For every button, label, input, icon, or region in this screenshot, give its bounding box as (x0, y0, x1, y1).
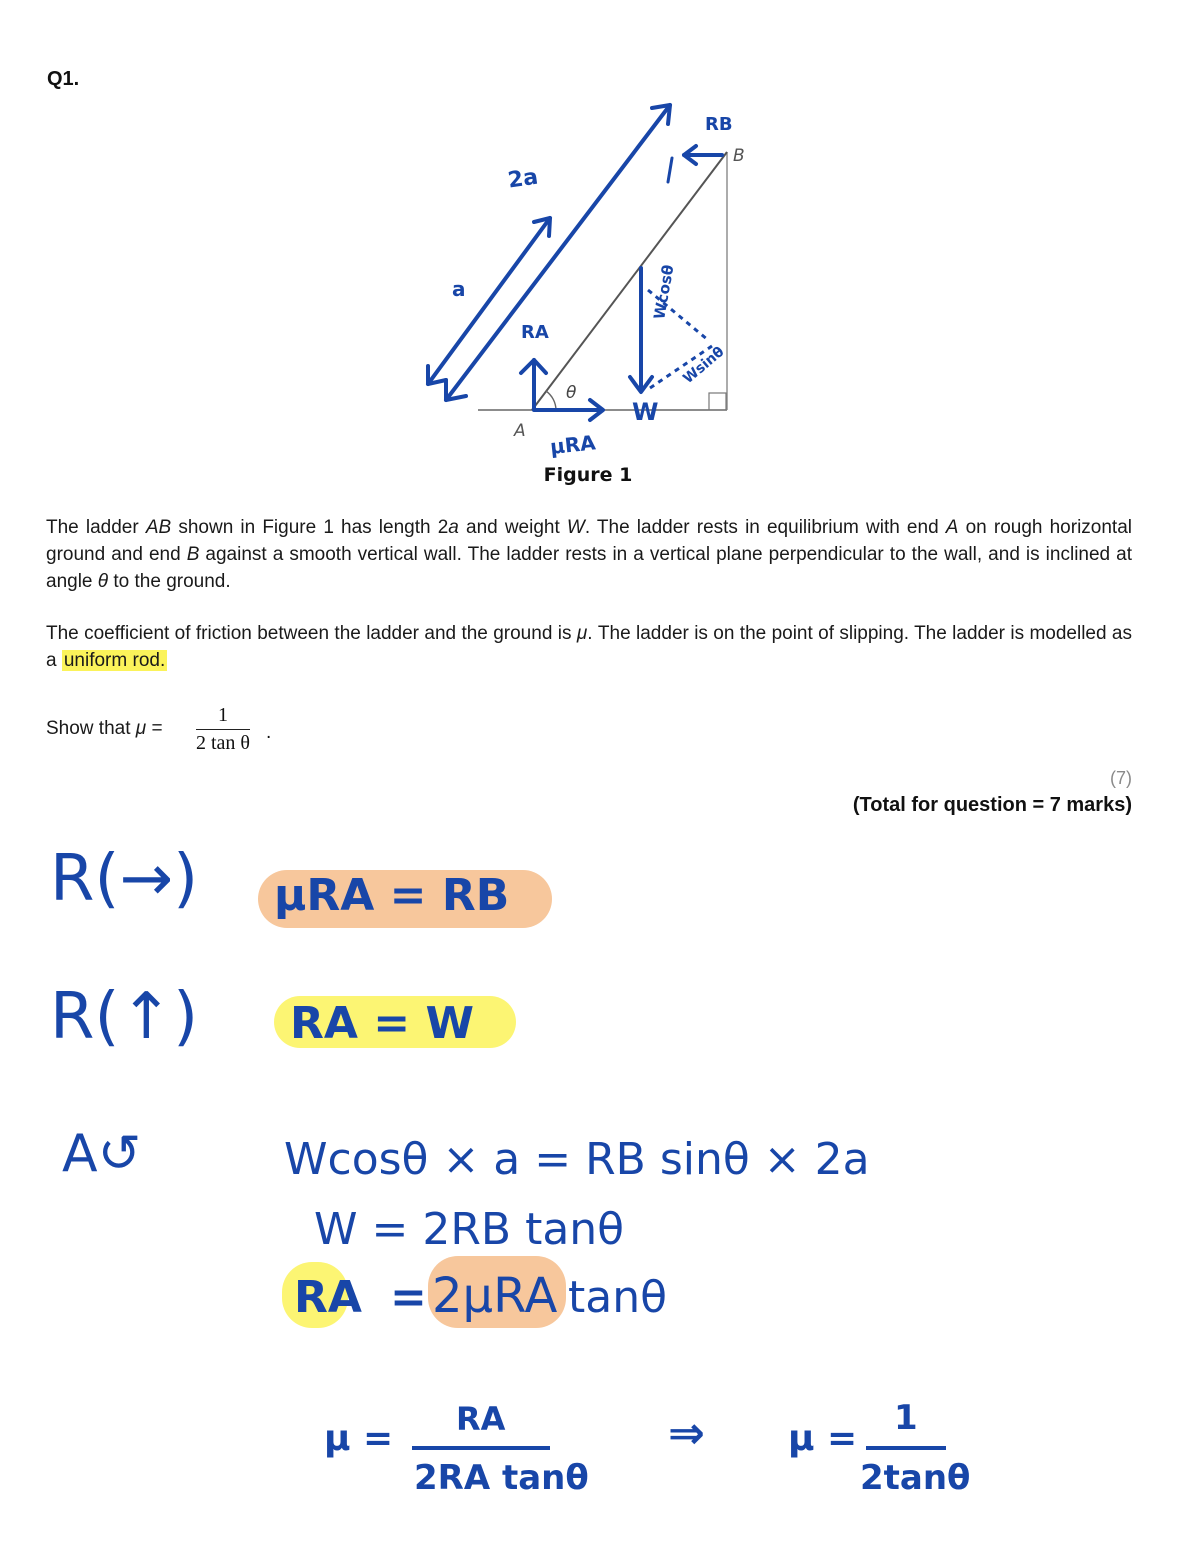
equation-5-tan: tanθ (568, 1272, 668, 1323)
resolve-vertical-label: R(↑) (50, 980, 199, 1054)
equation-6-denominator: 2RA tanθ (414, 1458, 589, 1498)
equation-2: RA = W (290, 998, 474, 1049)
equation-7-lhs: μ = (788, 1418, 858, 1459)
theta-label: θ (566, 383, 577, 403)
total-marks: (Total for question = 7 marks) (852, 794, 1132, 816)
label-a: a (452, 277, 466, 301)
question-paragraph-1: The ladder AB shown in Figure 1 has length 2a and weight W. The ladder rests in equilibrium with end A on rough horizontal ground and end B against a smooth vertical wall. The ladder rests in a vertical plane perpendicular to the wall, and is inclined at angle θ to the ground. (46, 517, 1132, 592)
working-highlights (0, 830, 1200, 1550)
label-w: W (632, 398, 659, 426)
right-angle-mark (709, 393, 726, 410)
length-a-arrow (428, 218, 550, 384)
fraction-numerator: 1 (196, 704, 250, 730)
figure-caption: Figure 1 (543, 464, 633, 486)
show-that-line: Show that μ = (46, 718, 163, 739)
fraction-period: . (266, 722, 272, 743)
reaction-b-tick (668, 158, 672, 182)
equation-5-equals: = (390, 1272, 427, 1323)
label-friction: μRA (548, 430, 597, 460)
equation-6-numerator: RA (456, 1400, 506, 1438)
label-wsin: Wsinθ (680, 343, 728, 388)
show-that-fraction (196, 704, 250, 755)
marks-value: (7) (1110, 768, 1132, 788)
equation-6-lhs: μ = (324, 1418, 394, 1459)
equation-3: Wcosθ × a = RB sinθ × 2a (284, 1134, 870, 1185)
question-number: Q1. (47, 68, 80, 90)
equation-5-2mura: 2μRA (432, 1268, 558, 1324)
moments-label: A↺ (62, 1124, 142, 1184)
equation-7-denominator: 2tanθ (860, 1458, 971, 1498)
implies-arrow: ⇒ (668, 1408, 705, 1459)
fraction-denominator: 2 tan θ (196, 732, 251, 754)
equation-4: W = 2RB tanθ (314, 1204, 625, 1255)
highlighted-text: uniform rod. (63, 650, 166, 671)
label-wcos: Wcosθ (650, 263, 678, 321)
label-ra: RA (521, 322, 549, 343)
question-paragraph-2: The coefficient of friction between the ladder and the ground is μ. The ladder is on the point of slipping. The ladder is modelled as a uniform rod. (46, 623, 1132, 671)
length-2a-arrow (446, 105, 670, 400)
theta-arc (546, 391, 556, 410)
resolve-horizontal-label: R(→) (50, 842, 199, 916)
ladder-figure (0, 0, 1200, 500)
end-a-label: A (514, 421, 526, 441)
equation-1: μRA = RB (274, 870, 510, 921)
label-2a: 2a (506, 164, 540, 194)
end-b-label: B (733, 146, 745, 166)
equation-5-ra: RA (294, 1272, 362, 1323)
label-rb: RB (705, 114, 733, 135)
equation-7-numerator: 1 (894, 1398, 918, 1438)
